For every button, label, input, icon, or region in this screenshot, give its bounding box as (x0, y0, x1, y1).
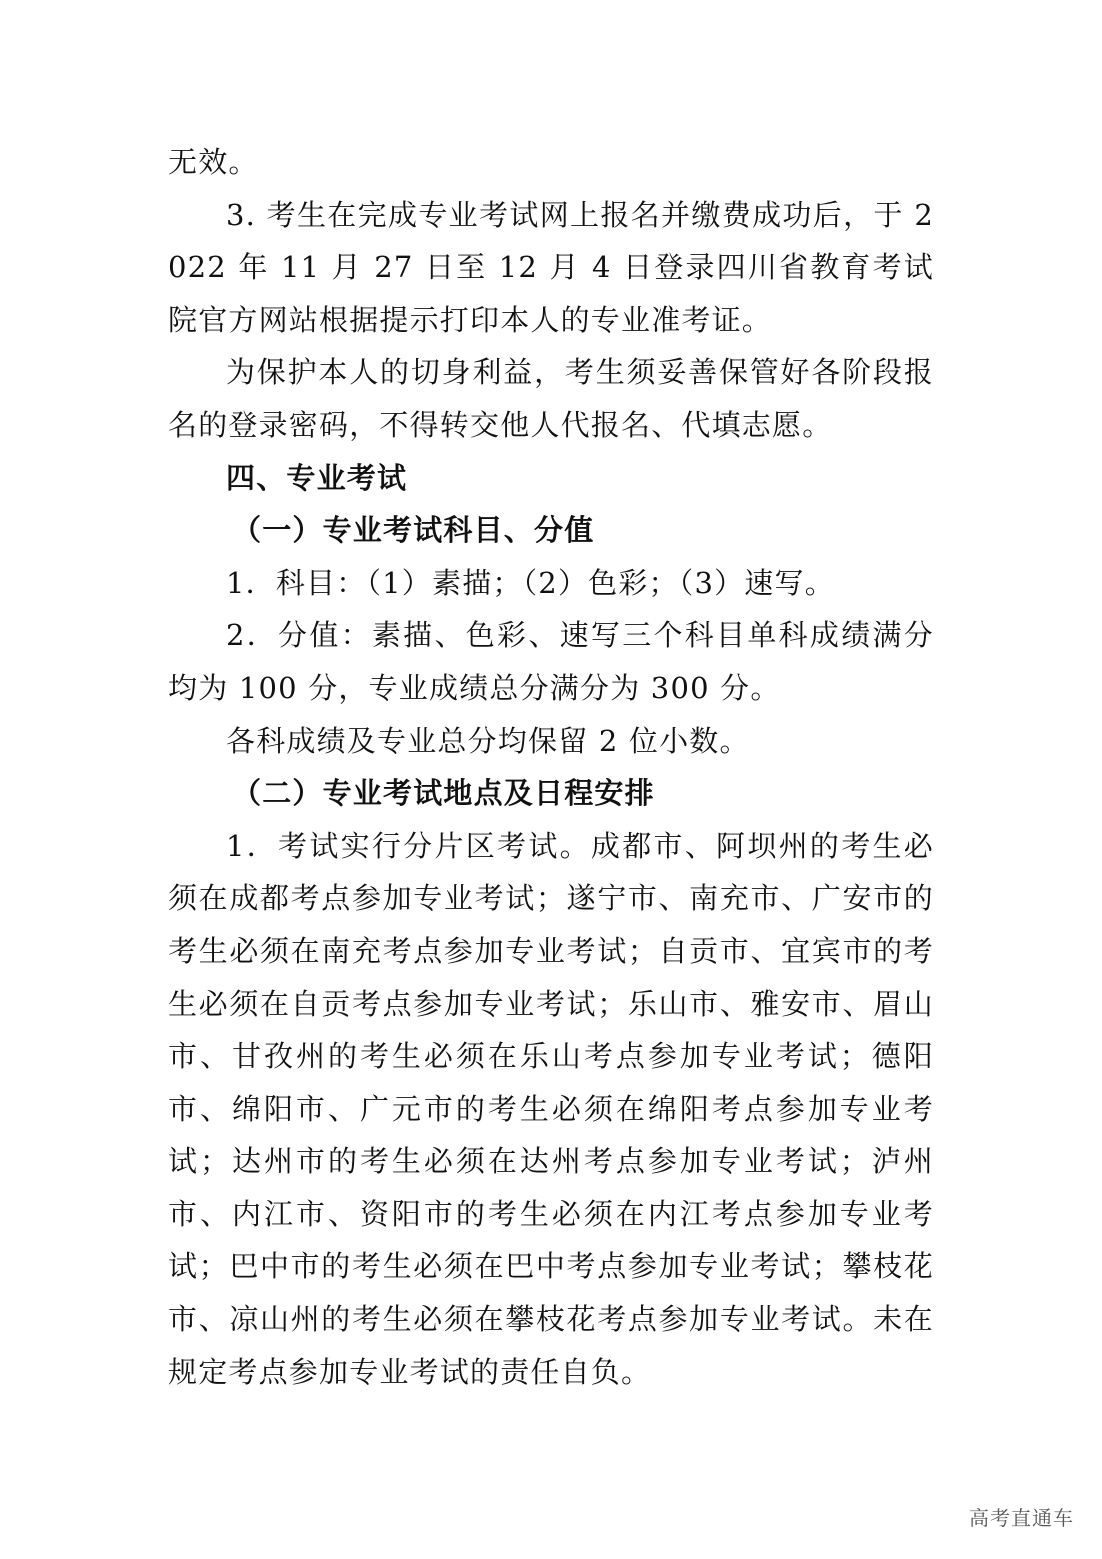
paragraph-continuation: 无效。 (168, 145, 259, 179)
paragraph-exam-regions: 1．考试实行分片区考试。成都市、阿坝州的考生必须在成都考点参加专业考试；遂宁市、南充市、广安市的考生必须在南充考点参加专业考试；自贡市、宜宾市的考生必须在自贡考点参加专业考试；乐山市、雅安市、眉山市、甘孜州的考生必须在乐山考点参加专业考试；德阳市、绵阳市、广元市的考生必须在绵阳考点参加专业考试；达州市的考生必须在达州考点参加专业考试；泸州市、内江市、资阳市的考生必须在内江考点参加专业考试；巴中市的考生必须在巴中考点参加专业考试；攀枝花市、凉山州的考生必须在攀枝花考点参加专业考试。未在规定考点参加专业考试的责任自负。 (168, 828, 934, 1389)
paragraph-scores: 2．分值：素描、色彩、速写三个科目单科成绩满分均为 100 分，专业成绩总分满分为 300 分。 (168, 618, 934, 705)
document-body (168, 136, 934, 1398)
paragraph-password-notice: 为保护本人的切身利益，考生须妥善保管好各阶段报名的登录密码，不得转交他人代报名、代填志愿。 (168, 355, 934, 442)
paragraph-decimal-places: 各科成绩及专业总分均保留 2 位小数。 (226, 723, 750, 758)
paragraph-admission-ticket: 3. 考生在完成专业考试网上报名并缴费成功后，于 2022 年 11 月 27 日至 12 月 4 日登录四川省教育考试院官方网站根据提示打印本人的专业准考证。 (168, 197, 934, 337)
section-heading-professional-exam: 四、专业考试 (226, 460, 408, 495)
subsection-heading-subjects-scores: （一）专业考试科目、分值 (232, 513, 595, 548)
paragraph-subjects: 1．科目：（1）素描；（2）色彩；（3）速写。 (226, 565, 835, 600)
subsection-heading-locations-schedule: （二）专业考试地点及日程安排 (232, 776, 655, 811)
watermark-text: 高考直通车 (969, 1506, 1074, 1530)
